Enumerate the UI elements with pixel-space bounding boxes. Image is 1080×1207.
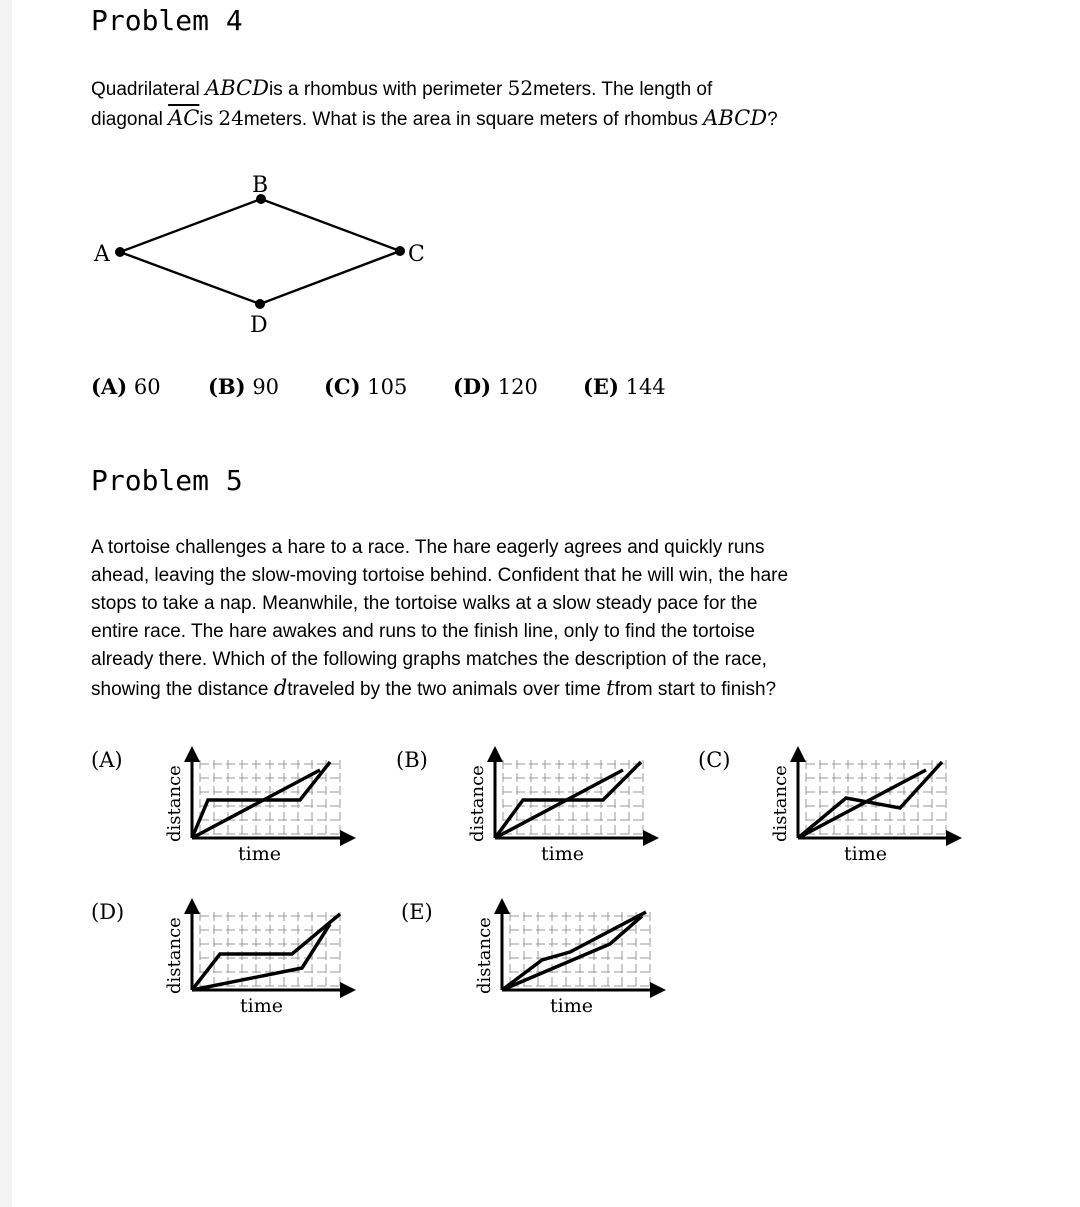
- text-line: showing the distance dtraveled by the two animals over time tfrom start to finish?: [91, 676, 777, 700]
- vertex-d: [255, 299, 265, 309]
- math-abcd: ABCD: [703, 106, 768, 130]
- text-line: A tortoise challenges a hare to a race. The hare eagerly agrees and quickly runs: [91, 537, 765, 558]
- graph-b-letter: (B): [396, 748, 428, 772]
- choice-c: (C) 105: [324, 374, 408, 399]
- problem-5-text: [91, 534, 891, 704]
- graph-d: [160, 894, 360, 1024]
- choice-a: (A) 60: [91, 374, 161, 399]
- x-axis-arrow: [340, 982, 356, 998]
- problem-5-heading: Problem 5: [91, 464, 243, 497]
- x-axis-label: time: [240, 995, 283, 1017]
- x-axis-arrow: [650, 982, 666, 998]
- y-axis-arrow: [494, 898, 510, 914]
- math-t: t: [606, 676, 615, 700]
- graph-grid: [200, 912, 340, 990]
- choice-b: (B) 90: [208, 374, 280, 399]
- graph-a: [160, 742, 360, 872]
- x-axis-arrow: [340, 830, 356, 846]
- graph-e: [470, 894, 670, 1024]
- math-24: 24: [218, 106, 244, 130]
- text-line: entire race. The hare awakes and runs to the finish line, only to find the tortoise: [91, 621, 755, 642]
- y-axis-arrow: [487, 746, 503, 762]
- problem-4-heading: Problem 4: [91, 4, 243, 37]
- math-abcd: ABCD: [205, 76, 269, 100]
- label-a: A: [94, 242, 110, 267]
- x-axis-label: time: [238, 843, 281, 865]
- x-axis-arrow: [643, 830, 659, 846]
- graph-b: [463, 742, 663, 872]
- math-ac: $\overline{AC}$: [168, 106, 200, 130]
- y-axis-label: distance: [770, 765, 791, 842]
- text-line: ahead, leaving the slow-moving tortoise behind. Confident that he will win, the hare: [91, 565, 789, 586]
- x-axis-arrow: [946, 830, 962, 846]
- text: meters. The length of: [533, 79, 713, 100]
- label-c: C: [408, 242, 425, 267]
- math-52: 52: [507, 76, 534, 100]
- math-d: d: [273, 676, 288, 700]
- x-axis-label: time: [550, 995, 593, 1017]
- rhombus-figure: [80, 160, 460, 340]
- page-margin-strip: [0, 0, 12, 1207]
- x-axis-label: time: [844, 843, 887, 865]
- problem-4-line-1: [91, 74, 851, 104]
- graph-a-letter: (A): [91, 748, 123, 772]
- vertex-a: [115, 247, 125, 257]
- text: Quadrilateral: [91, 79, 206, 100]
- text-line: stops to take a nap. Meanwhile, the tortoise walks at a slow steady pace for the: [91, 593, 758, 614]
- problem-4-line-2: [91, 104, 851, 134]
- graph-c-letter: (C): [698, 748, 731, 772]
- graph-d-letter: (D): [91, 900, 125, 924]
- text-line: already there. Which of the following graphs matches the description of the race,: [91, 649, 767, 670]
- vertex-c: [395, 246, 405, 256]
- y-axis-arrow: [184, 898, 200, 914]
- label-d: D: [250, 313, 268, 338]
- x-axis-label: time: [541, 843, 584, 865]
- text: meters. What is the area in square meters of rhombus: [243, 109, 704, 130]
- tortoise-line: [192, 924, 330, 990]
- choice-d: (D) 120: [453, 374, 538, 399]
- text: is: [199, 109, 219, 130]
- y-axis-arrow: [184, 746, 200, 762]
- choice-e: (E) 144: [583, 374, 666, 399]
- graph-c: [766, 742, 966, 872]
- y-axis-label: distance: [164, 765, 185, 842]
- graph-e-letter: (E): [401, 900, 433, 924]
- y-axis-label: distance: [164, 917, 185, 994]
- rhombus-outline: [120, 199, 400, 304]
- label-b: B: [252, 173, 269, 198]
- y-axis-arrow: [790, 746, 806, 762]
- text: is a rhombus with perimeter: [268, 79, 508, 100]
- text: ?: [767, 109, 778, 130]
- text: diagonal: [91, 109, 169, 130]
- y-axis-label: distance: [467, 765, 488, 842]
- y-axis-label: distance: [474, 917, 495, 994]
